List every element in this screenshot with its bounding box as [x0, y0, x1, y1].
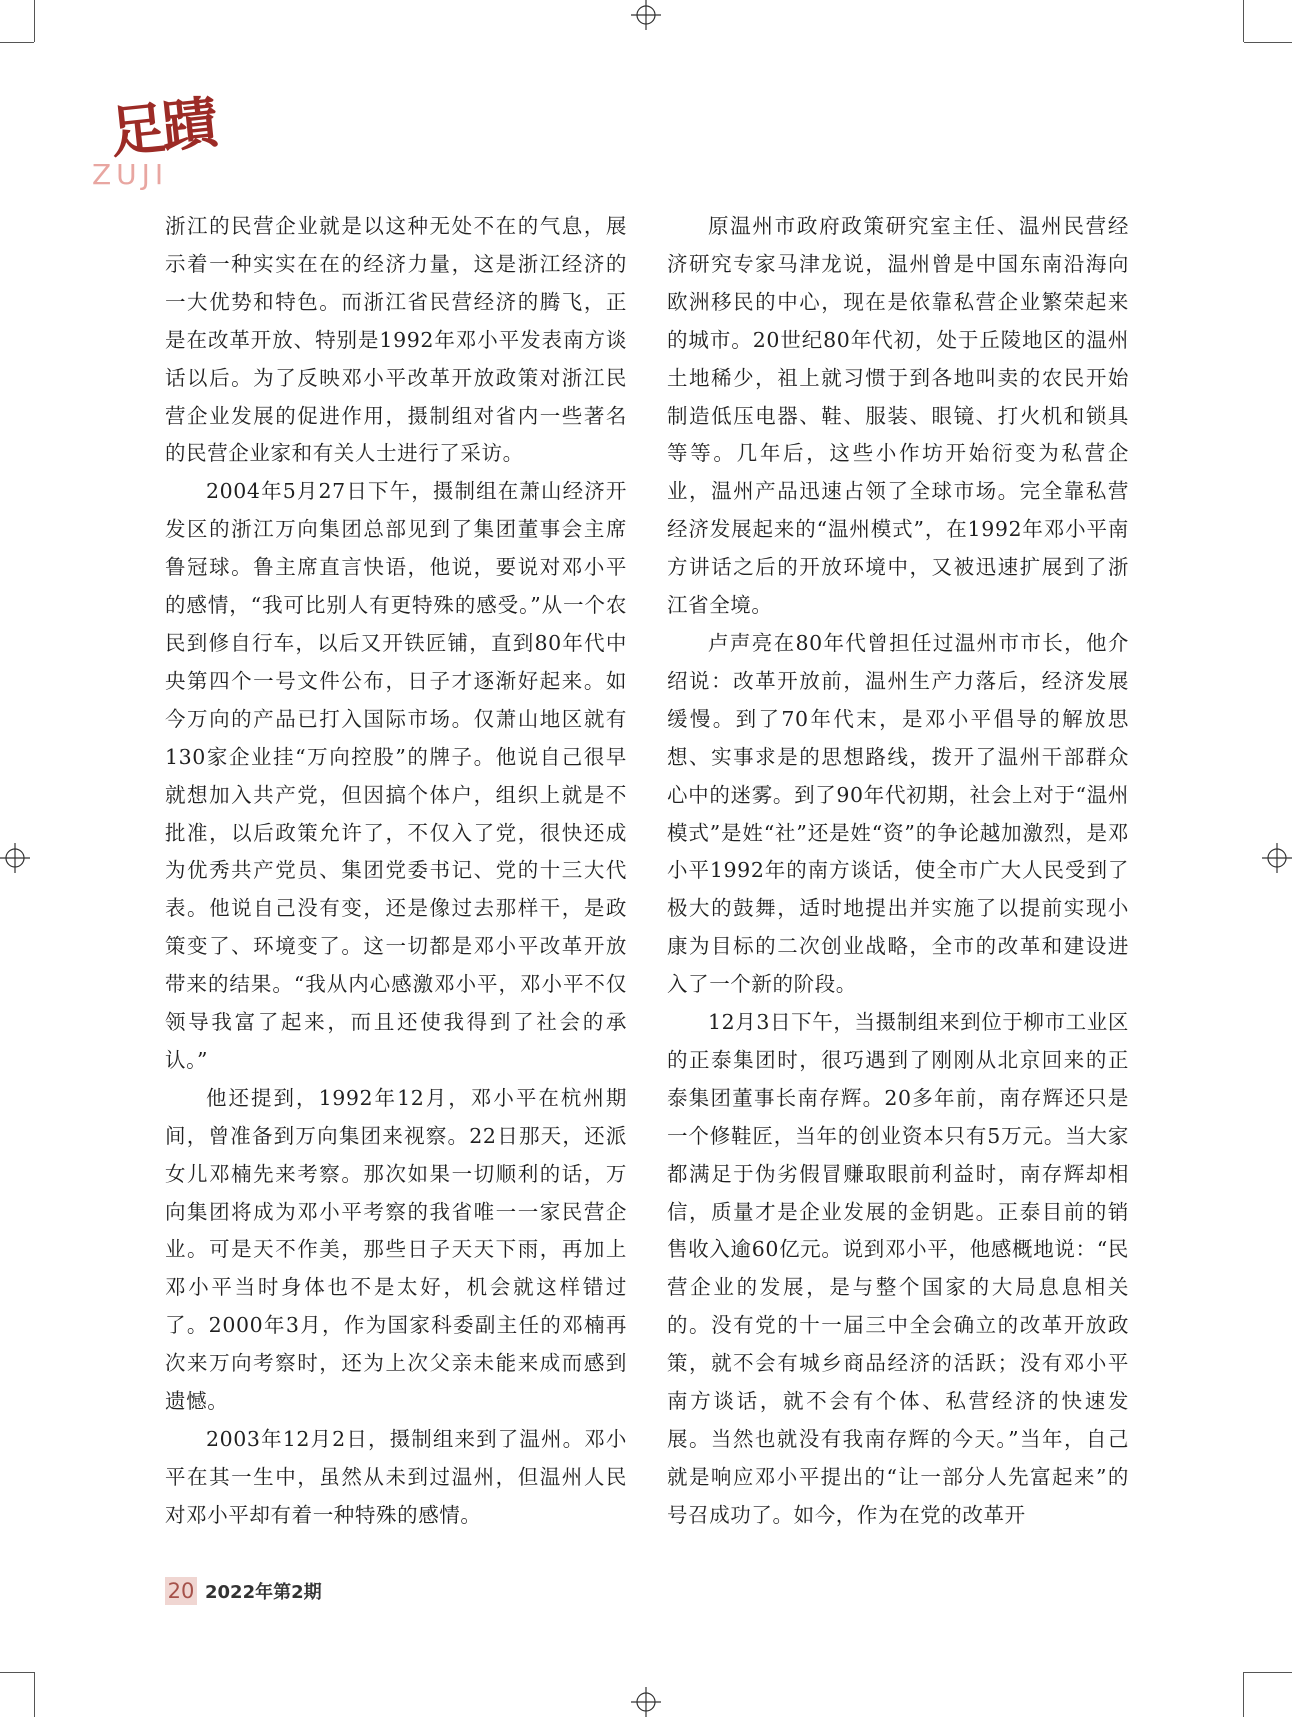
- registration-mark-bottom: [631, 1687, 661, 1717]
- crop-mark: [1244, 42, 1292, 43]
- registration-mark-top: [631, 0, 661, 30]
- crop-mark: [0, 1672, 34, 1673]
- paragraph: 浙江的民营企业就是以这种无处不在的气息，展示着一种实实在在的经济力量，这是浙江经济的一大优势和特色。而浙江省民营经济的腾飞，正是在改革开放、特别是1992年邓小平发表南方谈话以后。为了反映邓小平改革开放政策对浙江民营企业发展的促进作用，摄制组对省内一些著名的民营企业家和有关人士进行了采访。: [165, 214, 627, 466]
- article-column-left: [165, 208, 627, 1535]
- issue-label: 2022年第2期: [205, 1582, 322, 1603]
- section-title-pinyin: ZUJI: [92, 158, 169, 191]
- paragraph: 2004年5月27日下午，摄制组在萧山经济开发区的浙江万向集团总部见到了集团董事会主席鲁冠球。鲁主席直言快语，他说，要说对邓小平的感情，“我可比别人有更特殊的感受。”从一个农民到修自行车，以后又开铁匠铺，直到80年代中央第四个一号文件公布，日子才逐渐好起来。如今万向的产品已打入国际市场。仅萧山地区就有130家企业挂“万向控股”的牌子。他说自己很早就想加入共产党，但因搞个体户，组织上就是不批准，以后政策允许了，不仅入了党，很快还成为优秀共产党员、集团党委书记、党的十三大代表。他说自己没有变，还是像过去那样干，是政策变了、环境变了。这一切都是邓小平改革开放带来的结果。“我从内心感激邓小平，邓小平不仅领导我富了起来，而且还使我得到了社会的承认。”: [165, 479, 627, 1072]
- paragraph: 卢声亮在80年代曾担任过温州市市长，他介绍说：改革开放前，温州生产力落后，经济发展缓慢。到了70年代末，是邓小平倡导的解放思想、实事求是的思想路线，拨开了温州干部群众心中的迷雾。到了90年代初期，社会上对于“温州模式”是姓“社”还是姓“资”的争论越加激烈，是邓小平1992年的南方谈话，使全市广大人民受到了极大的鼓舞，适时地提出并实施了以提前实现小康为目标的二次创业战略，全市的改革和建设进入了一个新的阶段。: [667, 630, 1129, 997]
- paragraph: 原温州市政府政策研究室主任、温州民营经济研究专家马津龙说，温州曾是中国东南沿海向欧洲移民的中心，现在是依靠私营企业繁荣起来的城市。20世纪80年代初，处于丘陵地区的温州土地稀少，祖上就习惯于到各地叫卖的农民开始制造低压电器、鞋、服装、眼镜、打火机和锁具等等。几年后，这些小作坊开始衍变为私营企业，温州产品迅速占领了全球市场。完全靠私营经济发展起来的“温州模式”，在1992年邓小平南方讲话之后的开放环境中，又被迅速扩展到了浙江省全境。: [667, 214, 1129, 618]
- crop-mark: [34, 1672, 35, 1717]
- registration-mark-right: [1262, 843, 1292, 873]
- page-number: 20: [165, 1577, 197, 1605]
- crop-mark: [34, 0, 35, 42]
- crop-mark: [0, 42, 34, 43]
- paragraph: 他还提到，1992年12月，邓小平在杭州期间，曾准备到万向集团来视察。22日那天，还派女儿邓楠先来考察。那次如果一切顺利的话，万向集团将成为邓小平考察的我省唯一一家民营企业。可是天不作美，那些日子天天下雨，再加上邓小平当时身体也不是太好，机会就这样错过了。2000年3月，作为国家科委副主任的邓楠再次来万向考察时，还为上次父亲未能来成而感到遗憾。: [165, 1085, 627, 1414]
- section-title-chinese: 足蹟: [106, 89, 218, 167]
- section-header-logo: [88, 89, 238, 196]
- crop-mark: [1243, 0, 1244, 42]
- page-footer: [165, 1576, 322, 1606]
- paragraph: 2003年12月2日，摄制组来到了温州。邓小平在其一生中，虽然从未到过温州，但温州人民对邓小平却有着一种特殊的感情。: [165, 1427, 627, 1527]
- crop-mark: [1243, 1672, 1244, 1717]
- registration-mark-left: [0, 843, 30, 873]
- crop-mark: [1244, 1672, 1292, 1673]
- paragraph: 12月3日下午，当摄制组来到位于柳市工业区的正泰集团时，很巧遇到了刚刚从北京回来的正泰集团董事长南存辉。20多年前，南存辉还只是一个修鞋匠，当年的创业资本只有5万元。当大家都满足于伪劣假冒赚取眼前利益时，南存辉却相信，质量才是企业发展的金钥匙。正泰目前的销售收入逾60亿元。说到邓小平，他感概地说：“民营企业的发展，是与整个国家的大局息息相关的。没有党的十一届三中全会确立的改革开放政策，就不会有城乡商品经济的活跃；没有邓小平南方谈话，就不会有个体、私营经济的快速发展。当然也就没有我南存辉的今天。”当年，自己就是响应邓小平提出的“让一部分人先富起来”的号召成功了。如今，作为在党的改革开: [667, 1010, 1129, 1527]
- article-column-right: [667, 208, 1129, 1535]
